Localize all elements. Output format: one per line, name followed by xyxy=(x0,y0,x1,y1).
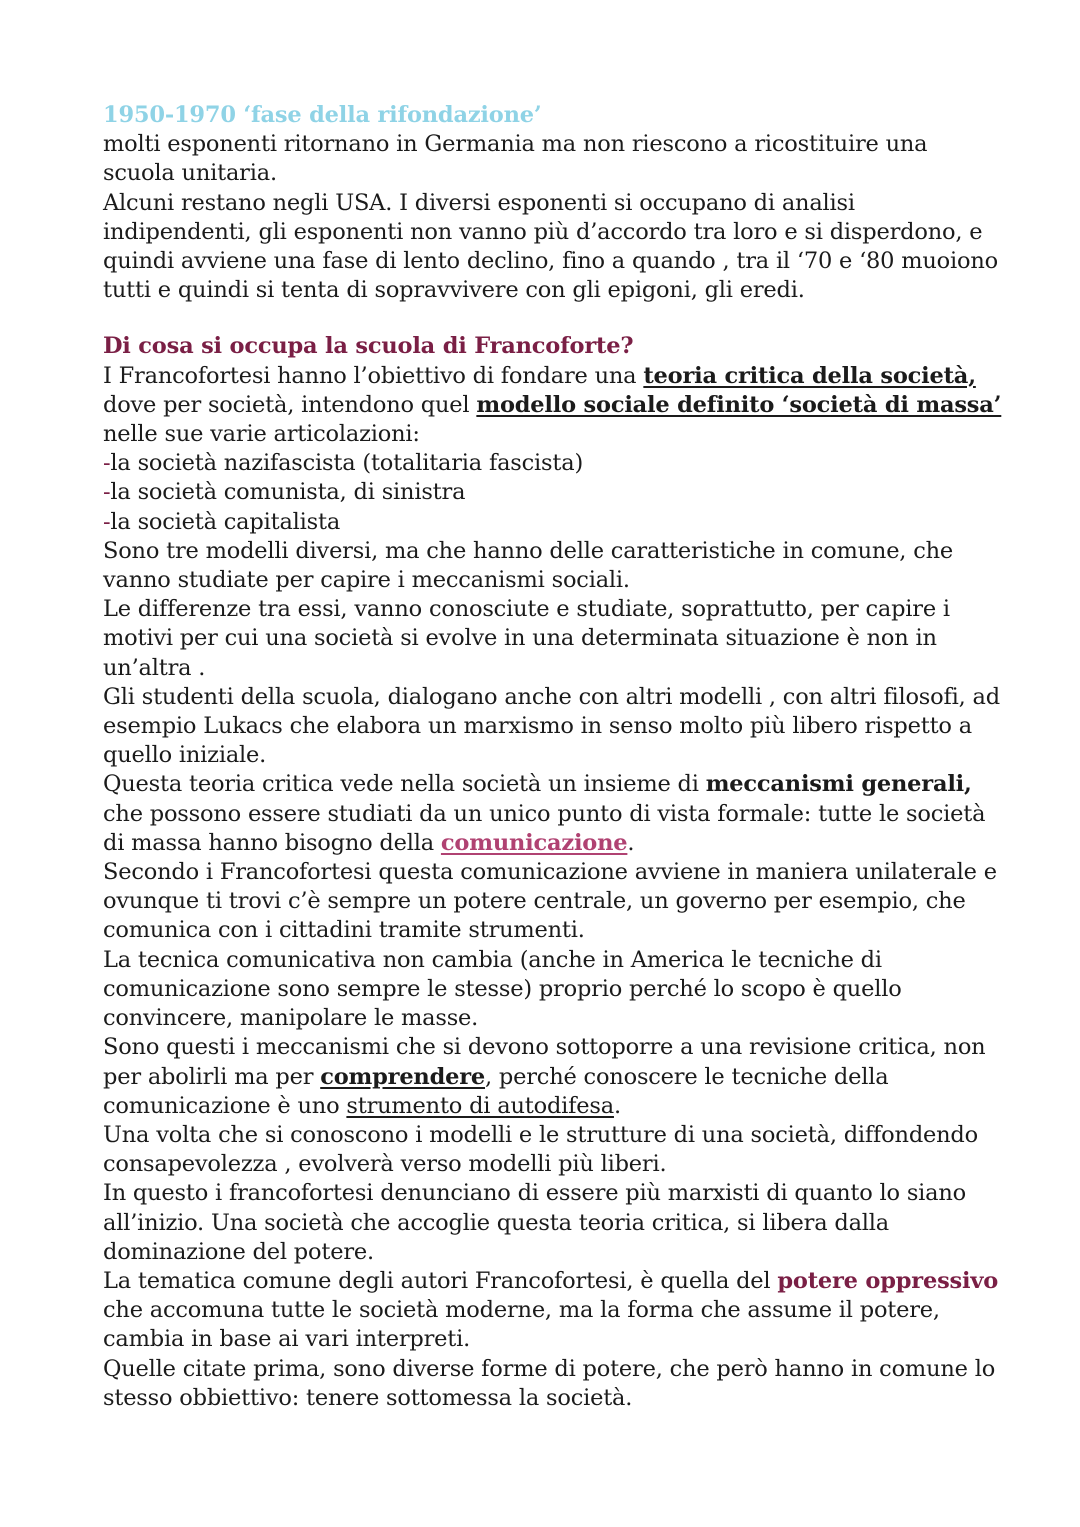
emphasis-teoria-critica: teoria critica della società, xyxy=(643,362,976,389)
paragraph: Quelle citate prima, sono diverse forme di potere, che però hanno in comune lo stesso obbiettivo: tenere sottomessa la società. xyxy=(103,1355,996,1411)
paragraph: Alcuni restano negli USA. I diversi esponenti si occupano di analisi indipendenti, gli esponenti non vanno più d’accordo tra loro e si disperdono, e quindi avviene una fase di lento declino, fino a quando , tra il ‘70 e ‘80 muoiono tutti e quindi si tenta di sopravvivere con gli epigoni, gli eredi. xyxy=(103,189,998,304)
paragraph-comprendere xyxy=(103,1033,1003,1121)
emphasis-meccanismi-generali: meccanismi generali, xyxy=(705,771,972,798)
list-item-text: la società comunista, di sinistra xyxy=(110,479,466,506)
text-run: Questa teoria critica vede nella società un insieme di xyxy=(103,771,706,798)
text-run: . xyxy=(627,829,635,856)
paragraph: Sono tre modelli diversi, ma che hanno delle caratteristiche in comune, che vanno studiate per capire i meccanismi sociali. xyxy=(103,537,954,594)
dash-bullet: - xyxy=(103,479,111,506)
list-item xyxy=(103,478,1003,507)
emphasis-potere-oppressivo: potere oppressivo xyxy=(777,1267,999,1294)
text-run: nelle sue varie articolazioni: xyxy=(103,421,420,448)
paragraph-meccanismi xyxy=(103,770,1003,858)
text-run: che possono essere studiati da un unico punto di vista formale: tutte le società di massa hanno bisogno della xyxy=(103,800,986,856)
text-run: che accomuna tutte le società moderne, ma la forma che assume il potere, cambia in base ai vari interpreti. xyxy=(103,1297,940,1353)
text-run: I Francofortesi hanno l’obiettivo di fondare una xyxy=(103,362,644,389)
paragraph-teoria-critica xyxy=(103,362,1003,450)
paragraph: Secondo i Francofortesi questa comunicazione avviene in maniera unilaterale e ovunque ti trovi c’è sempre un potere centrale, un governo per esempio, che comunica con i cittadini tramite strumenti. xyxy=(103,859,997,944)
dash-bullet: - xyxy=(103,450,111,477)
list-item xyxy=(103,449,1003,478)
paragraph: Gli studenti della scuola, dialogano anche con altri modelli , con altri filosofi, ad esempio Lukacs che elabora un marxismo in senso molto più libero rispetto a quello iniziale. xyxy=(103,683,1000,769)
paragraph: La tecnica comunicativa non cambia (anche in America le tecniche di comunicazione sono sempre le stesse) proprio perché lo scopo è quello convincere, manipolare le masse. xyxy=(103,946,902,1032)
paragraph: Le differenze tra essi, vanno conosciute e studiate, soprattutto, per capire i motivi per cui una società si evolve in una determinata situazione è non in un’altra . xyxy=(103,596,950,681)
text-run: , perché conoscere le tecniche della comunicazione è uno xyxy=(103,1063,889,1119)
section-heading-francoforte: Di cosa si occupa la scuola di Francoforte? xyxy=(103,333,634,360)
emphasis-comprendere: comprendere xyxy=(320,1063,486,1090)
text-run: Sono questi i meccanismi che si devono sottoporre a una revisione critica, non per abolirli ma per xyxy=(103,1034,986,1090)
emphasis-autodifesa: strumento di autodifesa xyxy=(346,1092,614,1119)
list-item-text: la società nazifascista (totalitaria fascista) xyxy=(110,450,584,477)
section-heading-rifondazione: 1950-1970 ‘fase della rifondazione’ xyxy=(103,102,542,128)
paragraph: In questo i francofortesi denunciano di essere più marxisti di quanto lo siano all’inizio. Una società che accoglie questa teoria critica, si libera dalla dominazione del potere. xyxy=(103,1180,967,1265)
list-item-text: la società capitalista xyxy=(110,508,341,535)
paragraph-potere xyxy=(103,1267,1003,1355)
list-item xyxy=(103,508,1003,537)
paragraph: molti esponenti ritornano in Germania ma non riescono a ricostituire una scuola unitaria. xyxy=(103,131,928,187)
text-run: La tematica comune degli autori Francofortesi, è quella del xyxy=(103,1267,778,1294)
text-run: dove per società, intendono quel xyxy=(103,391,477,418)
emphasis-comunicazione: comunicazione xyxy=(440,829,628,856)
paragraph: Una volta che si conoscono i modelli e le strutture di una società, diffondendo consapevolezza , evolverà verso modelli più liberi. xyxy=(103,1121,978,1178)
text-run: . xyxy=(613,1092,621,1119)
document-page xyxy=(103,101,1003,1413)
emphasis-modello-sociale: modello sociale definito ‘società di massa’ xyxy=(476,391,1002,418)
dash-bullet: - xyxy=(103,508,111,535)
